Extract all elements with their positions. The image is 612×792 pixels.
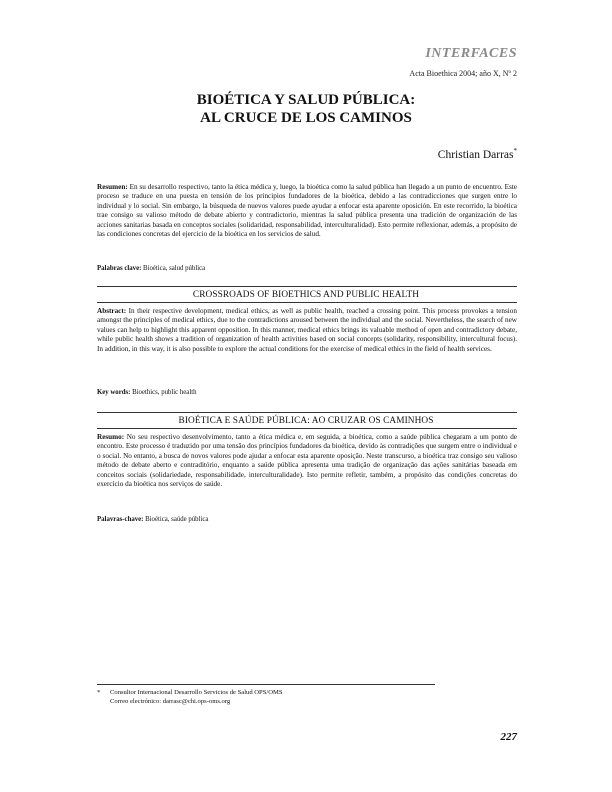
english-keywords-label: Key words: xyxy=(97,389,131,396)
spanish-keywords xyxy=(97,265,205,272)
portuguese-keywords-label: Palavras-chave: xyxy=(97,516,144,523)
english-section-title: CROSSROADS OF BIOETHICS AND PUBLIC HEALTH xyxy=(192,290,420,300)
portuguese-abstract xyxy=(97,433,517,489)
portuguese-abstract-label: Resumo: xyxy=(97,433,125,441)
spanish-abstract-text: En su desarrollo respectivo, tanto la ética médica y, luego, la bioética como la salud pública han llegado a un punto de encuentro. Este proceso se traduce en una puesta en tensión de los principios fundadores de la bioética, debido a las contradicciones que surgen entre lo individual y lo social. Sin embargo, la búsqueda de nuevos valores puede ayudar a enfocar esta aparente oposición. En este recorrido, la bioética trae consigo su valioso método de debate abierto y contradictorio, mientras la salud pública presenta una tradición de organización de las acciones sanitarias basada en conceptos sociales (solidaridad, responsabilidad, interculturalidad). Esto permite reflexionar, además, a propósito de las condiciones concretas del ejercicio de la bioética en los servicios de salud. xyxy=(97,183,517,239)
english-keywords xyxy=(97,389,197,396)
spanish-keywords-text: Bioética, salud pública xyxy=(141,265,206,272)
section-divider xyxy=(97,286,517,287)
english-abstract-label: Abstract: xyxy=(97,307,127,315)
english-abstract-text: In their respective development, medical ethics, as well as public health, reached a crossing point. This process provokes a tension amongst the principles of medical ethics, due to the contradictions aroused between the individual and the social. Nevertheless, the search of new values can help to highlight this apparent opposition. In this manner, medical ethics brings its valuable method of open and contradictory debate, while public health shows a tradition of organization of health activities based on social concepts (solidarity, responsibility, intercultural focus). In addition, in this way, it is also possible to explore the actual conditions for the exercise of medical ethics in the field of health services. xyxy=(97,307,517,353)
section-divider xyxy=(97,412,517,413)
portuguese-keywords-text: Bioética, saúde pública xyxy=(143,516,209,523)
english-abstract xyxy=(97,307,517,354)
footnote-affiliation xyxy=(97,688,283,697)
title-line-2: AL CRUCE DE LOS CAMINOS xyxy=(200,110,412,126)
journal-citation: Acta Bioethica 2004; año X, Nº 2 xyxy=(409,69,517,78)
english-keywords-text: Bioethics, public health xyxy=(130,389,197,396)
author xyxy=(438,147,517,161)
spanish-keywords-label: Palabras clave: xyxy=(97,265,142,272)
section-divider xyxy=(97,428,517,429)
spanish-abstract-label: Resumen: xyxy=(97,183,128,191)
author-name: Christian Darras xyxy=(437,148,514,161)
section-header: INTERFACES xyxy=(425,46,517,61)
portuguese-abstract-text: No seu respectivo desenvolvimento, tanto a ética médica e, em seguida, a bioética, como a saúde pública chegaram a um ponto de encontro. Este processo é traduzido por uma tensão dos princípios fundadores da bioética, devido às contradições que surgem entre o individual e o social. No entanto, a busca de novos valores pode ajudar a enfocar esta aparente oposição. Neste transcurso, a bioética traz consigo seu valioso método de debate aberto e contraditório, enquanto a saúde pública apresenta uma tradição de organização das ações sanitárias baseada em conceitos sociais (solidariedade, responsabilidade, interculturalidade). Isto permite refletir, também, a propósito das condições concretas do exercício da bioética nos serviços de saúde. xyxy=(97,433,517,489)
footnote-affiliation-text: Consultor Internacional Desarrollo Servicios de Salud OPS/OMS xyxy=(110,689,283,696)
spanish-abstract xyxy=(97,183,517,239)
title-line-1: BIOÉTICA Y SALUD PÚBLICA: xyxy=(196,92,416,108)
footnote-divider xyxy=(97,684,435,685)
footnote-mark: * xyxy=(97,689,101,696)
section-divider xyxy=(97,302,517,303)
page-number: 227 xyxy=(500,731,517,743)
footnote-email: Correo electrónico: darrasc@chi.ops-oms.org xyxy=(110,698,231,705)
author-footnote xyxy=(97,688,283,706)
portuguese-keywords xyxy=(97,516,208,523)
author-footnote-mark: * xyxy=(513,147,517,155)
portuguese-section-title: BIOÉTICA E SAÚDE PÚBLICA: AO CRUZAR OS CAMINHOS xyxy=(178,416,434,426)
article-title xyxy=(0,91,612,127)
